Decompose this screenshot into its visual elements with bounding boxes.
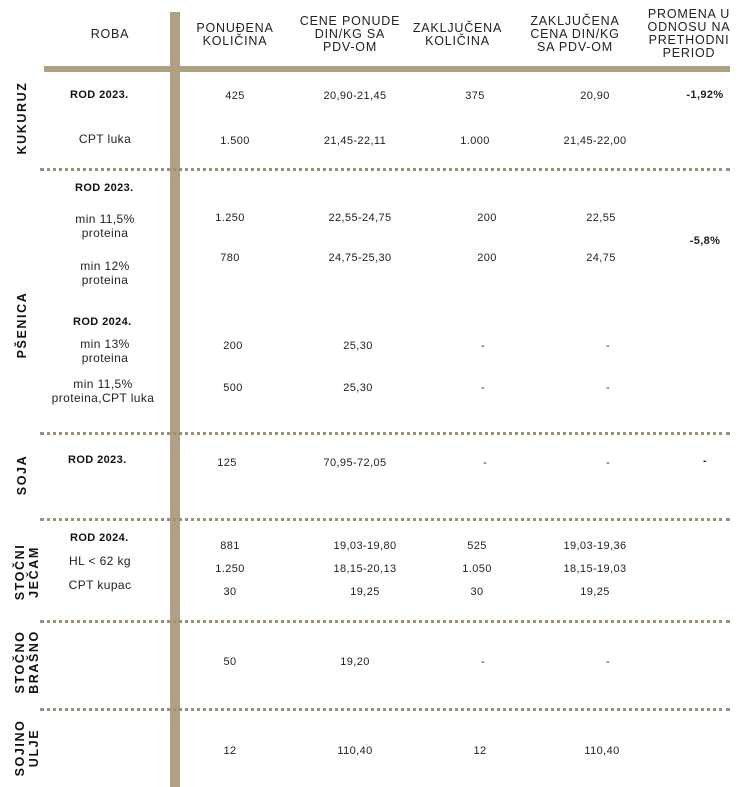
closed-qty: 12 xyxy=(473,745,487,757)
offer-price: 21,45-22,11 xyxy=(323,135,387,147)
rod-label: ROD 2024. xyxy=(70,532,129,544)
section-divider xyxy=(40,168,730,171)
offer-price: 19,25 xyxy=(350,586,380,598)
closed-qty: - xyxy=(480,656,486,668)
offered-qty: 12 xyxy=(223,745,237,757)
row-label: min 11,5% proteina,CPT luka xyxy=(51,377,155,405)
offered-qty: 780 xyxy=(220,252,240,264)
offered-qty: 500 xyxy=(223,382,243,394)
closed-qty: - xyxy=(482,457,488,469)
offer-price: 25,30 xyxy=(343,382,373,394)
header-cene-ponude: CENE PONUDE DIN/KG SA PDV-OM xyxy=(299,14,401,54)
section-divider xyxy=(40,620,730,623)
category-stocno-brasno: STOČNO BRAŠNO xyxy=(13,630,41,694)
closed-price: - xyxy=(605,656,611,668)
offered-qty: 125 xyxy=(217,457,237,469)
category-soja: SOJA xyxy=(15,454,29,496)
offered-qty: 881 xyxy=(220,540,240,552)
offer-price: 18,15-20,13 xyxy=(333,563,397,575)
closed-qty: 525 xyxy=(467,540,487,552)
row-label: min 12% proteina xyxy=(80,259,130,287)
category-sojino-ulje: SOJINO ULJE xyxy=(13,719,41,777)
closed-qty: 200 xyxy=(477,212,497,224)
row-label: CPT kupac xyxy=(68,578,132,592)
closed-price: - xyxy=(605,340,611,352)
offered-qty: 1.250 xyxy=(215,212,245,224)
offer-price: 24,75-25,30 xyxy=(328,252,392,264)
header-roba: ROBA xyxy=(90,27,130,41)
header-promena: PROMENA U ODNOSU NA PRETHODNI PERIOD xyxy=(647,7,731,60)
rod-label: ROD 2023. xyxy=(75,182,134,194)
offer-price: 20,90-21,45 xyxy=(323,90,387,102)
closed-price: 24,75 xyxy=(586,252,616,264)
closed-price: 20,90 xyxy=(580,90,610,102)
offered-qty: 50 xyxy=(223,656,237,668)
closed-price: 110,40 xyxy=(584,745,620,757)
offered-qty: 30 xyxy=(223,586,237,598)
closed-qty: - xyxy=(480,382,486,394)
row-label: min 11,5% proteina xyxy=(75,212,135,240)
closed-price: 19,25 xyxy=(580,586,610,598)
header-ponudjena-kolicina: PONUĐENA KOLIČINA xyxy=(196,21,274,48)
closed-qty: 1.050 xyxy=(462,563,492,575)
category-stocni-jecam: STOČNI JEČAM xyxy=(13,543,41,601)
closed-price: 21,45-22,00 xyxy=(563,135,627,147)
closed-qty: 200 xyxy=(477,252,497,264)
category-psenica: PŠENICA xyxy=(15,291,29,359)
change-value: -1,92% xyxy=(686,89,724,101)
section-divider xyxy=(40,518,730,521)
header-zakljucena-kolicina: ZAKLJUČENA KOLIČINA xyxy=(412,21,503,48)
closed-qty: - xyxy=(480,340,486,352)
header-divider xyxy=(44,66,730,72)
offered-qty: 425 xyxy=(225,90,245,102)
closed-price: 22,55 xyxy=(586,212,616,224)
offer-price: 19,03-19,80 xyxy=(333,540,397,552)
row-label: CPT luka xyxy=(78,132,132,146)
closed-price: 18,15-19,03 xyxy=(563,563,627,575)
change-value: -5,8% xyxy=(689,235,721,247)
offer-price: 110,40 xyxy=(337,745,373,757)
closed-qty: 375 xyxy=(465,90,485,102)
header-zakljucena-cena: ZAKLJUČENA CENA DIN/KG SA PDV-OM xyxy=(530,14,620,54)
row-label: min 13% proteina xyxy=(80,337,130,365)
offered-qty: 1.250 xyxy=(215,563,245,575)
category-kukuruz: KUKURUZ xyxy=(15,81,29,155)
offer-price: 19,20 xyxy=(340,656,370,668)
rod-label: ROD 2023. xyxy=(70,89,129,101)
closed-price: - xyxy=(605,457,611,469)
closed-qty: 1.000 xyxy=(460,135,490,147)
row-label: HL < 62 kg xyxy=(69,554,131,568)
offer-price: 22,55-24,75 xyxy=(328,212,392,224)
closed-price: - xyxy=(605,382,611,394)
offer-price: 25,30 xyxy=(343,340,373,352)
change-value: - xyxy=(702,455,708,467)
offer-price: 70,95-72,05 xyxy=(323,457,387,469)
offered-qty: 1.500 xyxy=(220,135,250,147)
closed-price: 19,03-19,36 xyxy=(563,540,627,552)
section-divider xyxy=(40,708,730,711)
rod-label: ROD 2023. xyxy=(68,454,127,466)
section-divider xyxy=(40,432,730,435)
closed-qty: 30 xyxy=(470,586,484,598)
rod-label: ROD 2024. xyxy=(73,316,132,328)
offered-qty: 200 xyxy=(223,340,243,352)
